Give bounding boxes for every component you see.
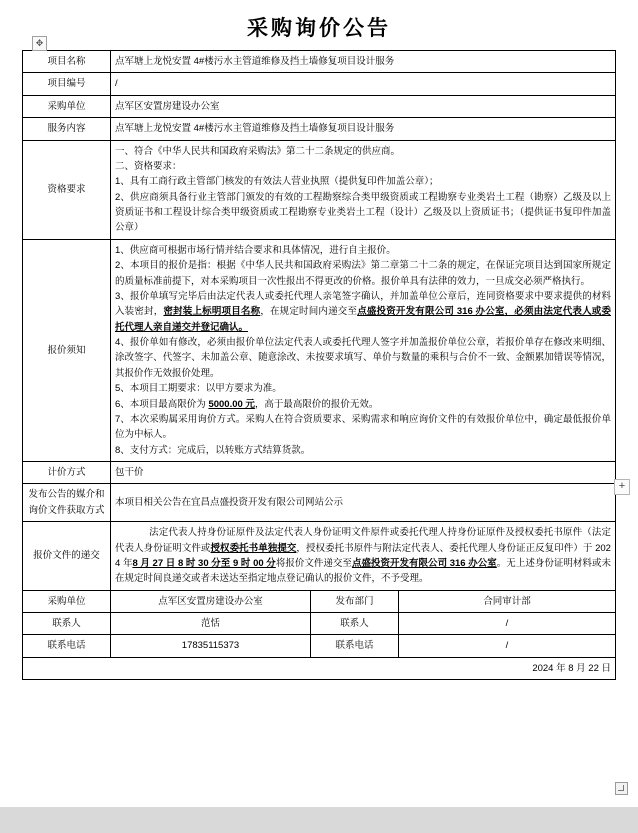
quote-notice-max-price: 5000.00 元 bbox=[208, 398, 255, 410]
submit-bold-date: 8 月 27 日 8 时 30 分至 9 时 00 分 bbox=[132, 557, 276, 569]
quote-notice-item: 1、供应商可根据市场行情并结合要求和具体情况，进行自主报价。 bbox=[115, 244, 396, 256]
quote-notice-item: 7、本次采购属采用询价方式。采购人在符合资质要求、采购需求和响应询价文件的有效报价单位中，确定最低报价单位为中标人。 bbox=[115, 413, 611, 441]
table-row bbox=[23, 484, 616, 522]
footer-issue-dept-value: 合同审计部 bbox=[399, 590, 616, 612]
footer-phone-label: 联系电话 bbox=[23, 635, 111, 657]
submit-mid2: 将报价文件递交至 bbox=[275, 557, 352, 569]
pricing-label: 计价方式 bbox=[23, 462, 111, 484]
purchase-unit-value: 点军区安置房建设办公室 bbox=[111, 95, 616, 117]
footer-contact-label: 联系人 bbox=[23, 613, 111, 635]
table-row bbox=[23, 239, 616, 461]
pricing-value: 包干价 bbox=[111, 462, 616, 484]
quote-notice-item: 8、支付方式：完成后，以转账方式结算货款。 bbox=[115, 444, 311, 456]
table-row bbox=[23, 95, 616, 117]
table-row bbox=[23, 118, 616, 140]
footer-contact-label-2: 联系人 bbox=[311, 613, 399, 635]
footer-issue-dept-label: 发布部门 bbox=[311, 590, 399, 612]
footer-purchase-unit-value: 点军区安置房建设办公室 bbox=[111, 590, 311, 612]
submit-bold-place: 点盛投资开发有限公司 316 办公室 bbox=[351, 557, 497, 569]
table-row bbox=[23, 462, 616, 484]
qualification-line: 二、资格要求： bbox=[115, 160, 182, 172]
table-row bbox=[23, 522, 616, 591]
footer-phone-value-2: / bbox=[399, 635, 616, 657]
table-move-handle[interactable]: ✥ bbox=[32, 36, 47, 51]
table-row bbox=[23, 590, 616, 612]
quote-notice-label: 报价须知 bbox=[23, 239, 111, 461]
service-content-label: 服务内容 bbox=[23, 118, 111, 140]
qualification-label: 资格要求 bbox=[23, 140, 111, 239]
quote-notice-item3-bold2: ，必须由法定代表人或委托代理人亲自递交并登记确认。 bbox=[115, 306, 611, 333]
media-value: 本项目相关公告在宜昌点盛投资开发有限公司网站公示 bbox=[111, 484, 616, 522]
footer-phone-label-2: 联系电话 bbox=[311, 635, 399, 657]
page-title: 采购询价公告 bbox=[247, 15, 391, 40]
purchase-unit-label: 采购单位 bbox=[23, 95, 111, 117]
project-name-value: 点军塘上龙悦安置 4#楼污水主管道维修及挡土墙修复项目设计服务 bbox=[111, 51, 616, 73]
quote-notice-item3-bold-tail: 密封装上标明项目名称 bbox=[163, 306, 261, 318]
document-date: 2024 年 8 月 22 日 bbox=[23, 657, 616, 679]
table-row bbox=[23, 73, 616, 95]
table-row-date bbox=[23, 657, 616, 679]
submit-bold1: 授权委托书单独提交 bbox=[210, 542, 297, 554]
table-row bbox=[23, 635, 616, 657]
quote-notice-item: 4、报价单如有修改，必须由报价单位法定代表人或委托代理人签字并加盖报价单位公章，若报价单存在修改来明细、涂改签字、代签字、未加盖公章、随意涂改、未按要求填写、单价与数量的乘积与合价不一致、金额累加错误等情况，其报价作无效报价处理。 bbox=[115, 337, 611, 379]
quote-notice-content bbox=[111, 239, 616, 461]
quote-notice-item bbox=[115, 397, 611, 412]
main-table-wrapper bbox=[0, 50, 638, 680]
quote-notice-item: 2、本项目的报价是指：根据《中华人民共和国政府采购法》第二章第二十二条的规定，在保证完项目达到国家所规定的质量标准前提下，对本采购项目一次性报出不得更改的价格。报价单具有法律的效力，一旦成交必须严格执行。 bbox=[115, 260, 611, 287]
page-gap bbox=[0, 807, 638, 833]
quote-notice-item3-text: 3、报价单填写完毕后由法定代表人或委托代理人亲笔签字确认，并加盖单位公章后，连同资格要求中要求提供的材料入装密封， bbox=[115, 290, 611, 318]
submit-content bbox=[111, 522, 616, 591]
project-name-label: 项目名称 bbox=[23, 51, 111, 73]
footer-contact-value-2: / bbox=[399, 613, 616, 635]
quote-notice-item3-place: 点盛投资开发有限公司 316 办公室 bbox=[357, 306, 505, 318]
quote-notice-item3-after: ，在规定时间内递交至 bbox=[260, 306, 358, 318]
quote-notice-item: 5、本项目工期要求：以甲方要求为准。 bbox=[115, 383, 282, 395]
footer-contact-value: 范恬 bbox=[111, 613, 311, 635]
add-column-button[interactable]: + bbox=[614, 479, 630, 495]
footer-phone-value: 17835115373 bbox=[111, 635, 311, 657]
qualification-content bbox=[111, 140, 616, 239]
table-row bbox=[23, 140, 616, 239]
footer-purchase-unit-label: 采购单位 bbox=[23, 590, 111, 612]
quote-notice-item6-tail: ，高于最高限价的报价无效。 bbox=[254, 398, 379, 410]
submit-lead: 法定代表人持身份证原件及法定代表人身份证明文件原件或委托代理人持身份证原件及授权委托书原件（法定代表人身份证明文件或 bbox=[115, 527, 611, 554]
announcement-table bbox=[22, 50, 616, 680]
media-label: 发布公告的媒介和询价文件获取方式 bbox=[23, 484, 111, 522]
qualification-line: 1、具有工商行政主管部门核发的有效法人营业执照（提供复印件加盖公章）； bbox=[115, 176, 439, 188]
submit-label: 报价文件的递交 bbox=[23, 522, 111, 591]
table-resize-handle[interactable] bbox=[615, 782, 628, 795]
table-row bbox=[23, 613, 616, 635]
quote-notice-item6-text: 6、本项目最高限价为 bbox=[115, 398, 209, 410]
submit-mid1: ，授权委托书原件与附法定代表人、委托代理人身份证正反复印件）于 2024 年 bbox=[115, 542, 611, 569]
qualification-line: 2、供应商须具备行业主管部门颁发的有效的工程勘察综合类甲级资质或工程勘察专业类岩土工程（勘察）乙级及以上资质证书和工程设计综合类甲级资质或工程勘察专业类岩土工程（设计）乙级及以上资质证书；（提供证书复印件加盖公章） bbox=[115, 191, 611, 234]
project-code-label: 项目编号 bbox=[23, 73, 111, 95]
submit-tail: 。无上述身份证明材料或未在规定时间良递交或者未送达至指定地点登记确认的报价文件，不予受理。 bbox=[115, 557, 611, 585]
quote-notice-item bbox=[115, 289, 611, 335]
service-content-value: 点军塘上龙悦安置 4#楼污水主管道维修及挡土墙修复项目设计服务 bbox=[111, 118, 616, 140]
qualification-line: 一、符合《中华人民共和国政府采购法》第二十二条规定的供应商。 bbox=[115, 145, 401, 157]
project-code-value: / bbox=[111, 73, 616, 95]
table-row bbox=[23, 51, 616, 73]
